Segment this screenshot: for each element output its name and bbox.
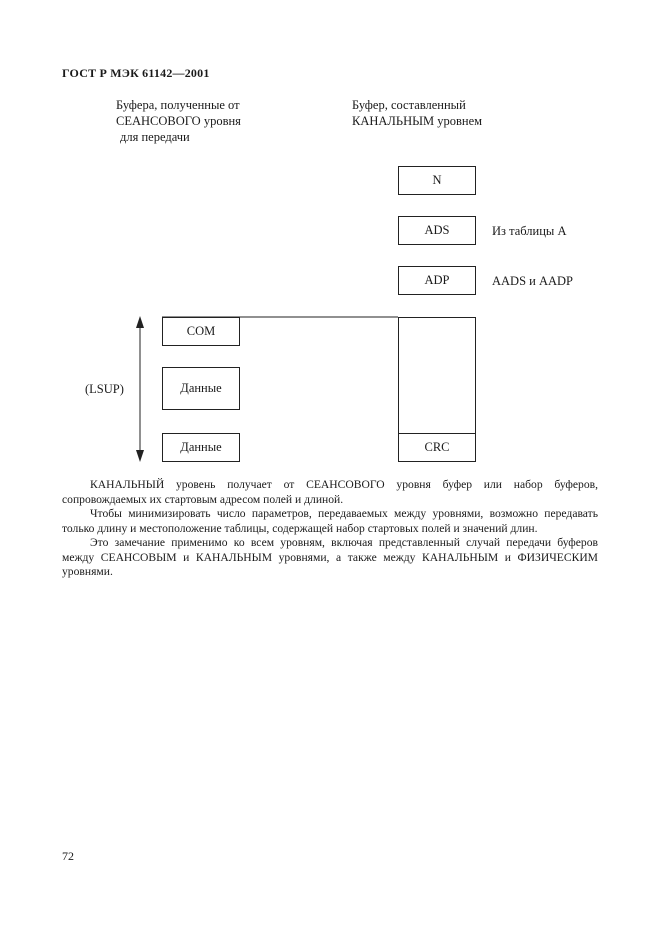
lsup-label: (LSUP): [85, 382, 124, 396]
left-caption-line-2: СЕАНСОВОГО уровня: [116, 114, 241, 128]
body-text: [62, 478, 598, 580]
box-data-1: Данные: [162, 367, 240, 410]
left-caption-line-3: для передачи: [120, 130, 190, 144]
right-caption-line-2: КАНАЛЬНЫМ уровнем: [352, 114, 483, 128]
box-ads: ADS: [398, 216, 476, 245]
ads-note: Из таблицы А: [492, 224, 567, 238]
box-com: COM: [162, 317, 240, 346]
lsup-arrow-up-head: [136, 316, 144, 328]
document-header: ГОСТ Р МЭК 61142—2001: [62, 66, 210, 80]
paragraph-2: Чтобы минимизировать число параметров, передаваемых между уровнями, возможно передавать только длину и местоположение таблицы, содержащей набор стартовых полей и значений длин.: [62, 507, 598, 535]
box-adp: ADP: [398, 266, 476, 295]
paragraph-3: Это замечание применимо ко всем уровням, включая представленный случай передачи буферов между СЕАНСОВЫМ и КАНАЛЬНЫМ уровнями, а также между КАНАЛЬНЫМ и ФИЗИЧЕСКИМ уровнями.: [62, 536, 598, 578]
box-crc: CRC: [398, 433, 476, 462]
box-data-2: Данные: [162, 433, 240, 462]
adp-note: AADS и AADP: [492, 274, 574, 288]
right-caption-line-1: Буфер, составленный: [352, 98, 466, 112]
page-number: 72: [62, 849, 74, 863]
box-n: N: [398, 166, 476, 195]
lsup-arrow-down-head: [136, 450, 144, 462]
paragraph-1: КАНАЛЬНЫЙ уровень получает от СЕАНСОВОГО уровня буфер или набор буферов, сопровождаемых их стартовым адресом полей и длиной.: [62, 478, 598, 506]
left-caption-line-1: Буфера, полученные от: [116, 98, 240, 112]
